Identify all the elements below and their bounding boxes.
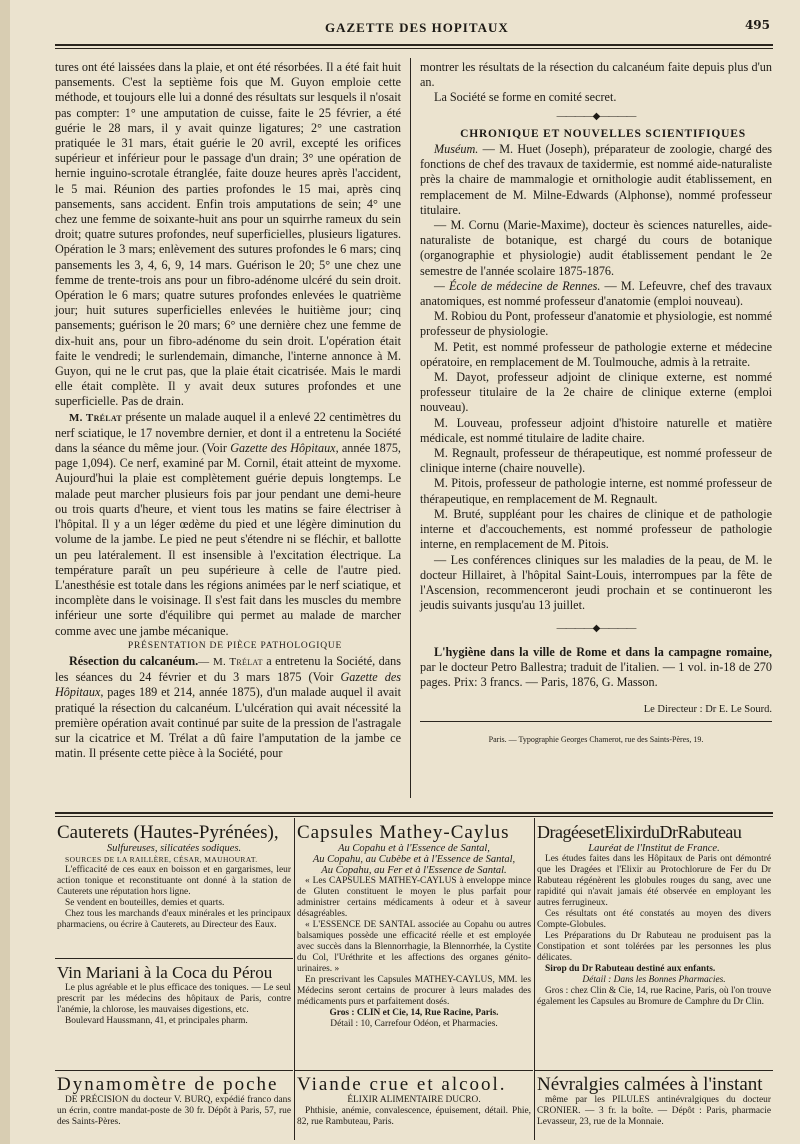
ad-dragees-detail: Détail : Dans les Bonnes Pharmacies. xyxy=(582,975,726,985)
paragraph-guyon: tures ont été laissées dans la plaie, et ont été résorbées. Il a été fait huit pansements. C'est la septième fois que M. Guyon emploie cette méthode, et toujours elle lui a donné des résultats sur lesquels il n'osait pas compter: 1° une amputation de cuisse, faite le 25 février, a été guérie le 28 mars, il y avait quinze ligatures; 2° une castration pratiquée le 31 mars, était guérie le 20 avril, excepté les orifices supérieur et inférieur pour le passage d'un drain; 3° une opération de hernie inguino-scrotale étranglée, faite douze heures après l'accident, le 5 mai. Réunion des parties profondes le 15 mai, après cinq pansements, sans accident. Enfin trois amputations de sein; 4° une chez une femme de soixante-huit ans pour un squirrhe rameux du sein droit; quatre sutures profondes, neuf superficielles, plusieurs ligatures. Opération le 3 mars; enlèvement des sutures profondes le 6 mars; cinq pansements les 3, 4, 6, 9, 14 mars. Guérison le 20; 5° une chez une femme de trente-trois ans pour un fibro-adénome ulcéré du sein droit. Opération le 6 mars; quatre sutures profondes enlevées le quatrième jour; huit sutures superficielles enlevées le huitième jour; cinq pansements; guérison le 20 mars; 6° une dernière chez une femme de dix-huit ans, pour un fibro-adénome du sein droit. L'opération était faite le vendredi; le surlendemain, dimanche, l'interne annonce à M. Guyon, qui ne le crut pas, que la plaie était cicatrisée. Mais le mardi elle était complète. Il y avait deux sutures profondes et une superficielle. Pas de drain. xyxy=(55,60,401,409)
paragraph-dayot: M. Dayot, professeur adjoint de clinique externe, est nommé professeur titulaire de la 2e chaire de clinique externe (emploi nouveau). xyxy=(420,370,772,415)
ad-dragees-title: DragéesetElixirduDrRabuteau xyxy=(537,822,742,842)
ad-capsules-sub-2: Au Copahu, au Cubèbe et à l'Essence de Santal, xyxy=(312,854,516,865)
paragraph-comite: La Société se forme en comité secret. xyxy=(434,90,617,105)
header-rule-thin xyxy=(55,48,773,49)
ad-capsules-detail: Détail : 10, Carrefour Odéon, et Pharmacies. xyxy=(330,1019,498,1029)
ad-mariani-title: Vin Mariani à la Coca du Pérou xyxy=(57,963,273,982)
director-rule xyxy=(420,721,772,722)
ad-rule-1 xyxy=(55,958,293,959)
ad-viande-title: Viande crue et alcool. xyxy=(297,1074,507,1095)
paragraph-cornu: — M. Cornu (Marie-Maxime), docteur ès sciences naturelles, aide-naturaliste de botanique, est chargé du cours de botanique (organographie et physiologie) audit établissement pendant le 2e semestre de l'année scolaire 1875-1876. xyxy=(420,218,772,278)
ad-dynamometre-title: Dynamomètre de poche xyxy=(57,1074,279,1095)
paragraph-book: L'hygiène dans la ville de Rome et dans la campagne romaine, par le docteur Petro Ballestra; traduit de l'italien. — 1 vol. in-18 de 270 pages. Prix: 3 francs. — Paris, 1876, G. Masson. xyxy=(420,644,772,689)
ad-dynamometre xyxy=(57,1074,291,1140)
ad-capsules-gros: Gros : CLIN et Cie, 14, Rue Racine, Paris. xyxy=(329,1008,499,1018)
paragraph-petit: M. Petit, est nommé professeur de pathologie externe et médecine opératoire, en remplacement de M. Toulmouche, admis à la retraite. xyxy=(420,339,772,369)
page-number: 495 xyxy=(744,18,770,32)
paragraph-rennes: — École de médecine de Rennes. — M. Lefeuvre, chef des travaux anatomiques, est nommé professeur d'anatomie (emploi nouveau). xyxy=(420,278,773,309)
ad-dynamometre-text: DE PRÉCISION du docteur V. BURQ, expédié franco dans un écrin, contre mandat-poste de 30 fr. Dépôt à Paris, 57, rue des Saints-Pères. xyxy=(57,1095,291,1127)
page-header xyxy=(55,18,770,42)
paragraph-regnault: M. Regnault, professeur de thérapeutique, est nommé professeur de clinique interne (chaire nouvelle). xyxy=(420,446,772,476)
section-title-chronique: CHRONIQUE ET NOUVELLES SCIENTIFIQUES xyxy=(460,127,746,140)
ad-nevralgies-title: Névralgies calmées à l'instant xyxy=(537,1074,763,1095)
ad-dragees xyxy=(537,822,771,1068)
section-title-presentation: PRÉSENTATION DE PIÈCE PATHOLOGIQUE xyxy=(127,640,343,651)
ads-divider-2 xyxy=(534,818,535,1140)
ad-rule-4 xyxy=(535,1070,773,1071)
ad-dragees-sirop: Sirop du Dr Rabuteau destiné aux enfants. xyxy=(545,964,716,974)
ads-top-rule-thin xyxy=(55,816,773,817)
right-column xyxy=(420,60,772,748)
ad-mariani xyxy=(57,962,291,1068)
ad-cauterets-subtitle: Sulfureuses, silicatées sodiques. xyxy=(106,843,242,854)
ad-capsules-sub-1: Au Copahu et à l'Essence de Santal, xyxy=(338,843,490,854)
paragraph-brute: M. Bruté, suppléant pour les chaires de clinique et de pathologie interne et d'accouchements, est nommé professeur de pathologie interne, en remplacement de M. Pitois. xyxy=(420,506,772,552)
ad-capsules-text-1: « Les CAPSULES MATHEY-CAYLUS à enveloppe mince de Gluten constituent le moyen le plus parfait pour administrer certains médicaments à odeur et à saveur désagréables. xyxy=(297,876,531,919)
ad-rule-2 xyxy=(55,1070,293,1071)
ad-cauterets xyxy=(57,822,291,956)
ad-mariani-text: Le plus agréable et le plus efficace des toniques. — Le seul prescrit par les médecins des hôpitaux de Paris, contre l'anémie, la chlorose, les mauvaises digestions, etc. xyxy=(57,983,291,1015)
printer-line: Paris. — Typographie Georges Chamerot, rue des Saints-Pères, 19. xyxy=(488,735,704,745)
ad-dragees-text-3: Les Préparations du Dr Rabuteau ne produisent pas la Constipation et sont tolérées par les personnes les plus délicates. xyxy=(537,931,771,963)
ad-viande-text: Phthisie, anémie, convalescence, épuisement, détail. Phie, 82, rue Rambuteau, Paris. xyxy=(297,1106,531,1127)
paragraph-robiou: M. Robiou du Pont, professeur d'anatomie et physiologie, est nommé professeur de physiologie. xyxy=(420,309,772,339)
ornament-divider: ————◆———— xyxy=(556,110,636,122)
ad-viande-subtitle: ÉLIXIR ALIMENTAIRE DUCRO. xyxy=(347,1095,481,1105)
ad-capsules-text-2: « L'ESSENCE DE SANTAL associée au Copahu ou autres balsamiques possède une efficacité réelle et est employée avec succès dans la Blennorrhagie, la Blennorrhée, la Cystite du Col, l'Uréthrite et les affections des organes génito-urinaires. » xyxy=(297,920,531,974)
ads-top-rule xyxy=(55,812,773,814)
ad-cauterets-text-2: Se vendent en bouteilles, demies et quarts. xyxy=(65,898,225,908)
page-edge xyxy=(0,0,10,1144)
left-column xyxy=(55,60,401,761)
paragraph-louveau: M. Louveau, professeur adjoint d'histoire naturelle et matière médicale, est nommé titulaire de ladite chaire. xyxy=(420,415,772,445)
ad-rule-3 xyxy=(295,1070,533,1071)
ad-viande xyxy=(297,1074,531,1140)
ad-dragees-subtitle: Lauréat de l'Institut de France. xyxy=(588,843,720,854)
ad-cauterets-sources: SOURCES DE LA RAILLÈRE, CÉSAR, MAUHOURAT. xyxy=(65,855,258,864)
ad-dragees-text-2: Ces résultats ont été constatés au moyen des divers Compte-Globules. xyxy=(537,909,771,930)
paragraph-pitois: M. Pitois, professeur de pathologie interne, est nommé professeur de thérapeutique, en remplacement de M. Regnault. xyxy=(420,476,772,506)
ad-capsules-title: Capsules Mathey-Caylus xyxy=(297,822,510,843)
header-rule xyxy=(55,44,773,46)
ads-divider-1 xyxy=(294,818,295,1140)
ad-capsules xyxy=(297,822,531,1068)
ad-mariani-address: Boulevard Haussmann, 41, et principales pharm. xyxy=(65,1016,248,1026)
paragraph-continued: montrer les résultats de la résection du calcanéum faite depuis plus d'un an. xyxy=(420,60,772,90)
paragraph-trelat: M. Trélat présente un malade auquel il a enlevé 22 centimètres du nerf sciatique, le 17 novembre dernier, et dont il a entretenu la Société dans la séance du même jour. (Voir Gazette des Hôpitaux, année 1875, page 1,094). Ce nerf, examiné par M. Cornil, était atteint de myxome. Aujourd'hui la plaie est complètement guérie depuis longtemps. Le malade peut marcher plusieurs fois par jour pendant une demi-heure ou trois quarts d'heure, et vient tous les matins se faire électriser à l'hôpital. Il y a un léger œdème du pied et une légère diminution du volume de la jambe. Le pied ne peut s'étendre ni se fléchir, et ballotte un peu latéralement. Il est insensible à l'excitation électrique. La température paraît un peu supérieure à celle de l'autre pied. L'anesthésie est totale dans les régions animées par le nerf sciatique, et incomplète dans le voisinage. Il s'est fait dans les muscles du membre inférieur une sorte d'équilibre qui permet au malade de marcher comme avec une jambe mécanique. xyxy=(55,409,401,638)
ad-capsules-text-3: En prescrivant les Capsules MATHEY-CAYLUS, MM. les Médecins seront certains de procurer à leurs malades des médicaments purs et parfaitement dosés. xyxy=(297,975,531,1007)
column-divider xyxy=(410,58,411,798)
ad-capsules-sub-3: Au Copahu, au Fer et à l'Essence de Santal. xyxy=(321,865,507,876)
journal-title: GAZETTE DES HOPITAUX xyxy=(325,20,509,35)
paragraph-conferences: — Les conférences cliniques sur les maladies de la peau, de M. le docteur Hillairet, à l'hôpital Saint-Louis, interrompues par la fête de l'Ascension, recommenceront jeudi prochain et se continueront les jeudis suivants jusqu'au 13 juillet. xyxy=(420,552,772,613)
ad-cauterets-text-3: Chez tous les marchands d'eaux minérales et les principaux pharmaciens, ou écrire à Cauterets, au Directeur des Eaux. xyxy=(57,909,291,930)
paragraph-resection: Résection du calcanéum.— M. Trélat a entretenu la Société, dans les séances du 24 février et du 3 mars 1875 (Voir Gazette des Hôpitaux, pages 189 et 214, année 1875), d'un malade auquel il avait pratiqué la résection du calcanéum. L'ulcération qui avait nécessité la première opération avait continué par suite de la pression de l'astragale sur la cicatrice et M. Trélat a dû faire l'amputation de la jambe ce matin. Il présente cette pièce à la Société, pour xyxy=(55,653,401,761)
ornament-divider-2: ————◆———— xyxy=(556,623,636,635)
ad-dragees-text-1: Les études faites dans les Hôpitaux de Paris ont démontré que les Dragées et l'Elixir au Protochlorure de Fer du Dr Rabuteau régénèrent les globules rouges du sang, avec une rapidité qui n'avait jamais été observée en employant les autres ferrugineux. xyxy=(537,854,771,908)
ad-cauterets-text: L'efficacité de ces eaux en boisson et en gargarismes, leur action tonique et reconstituante ont donné à la station de Cauterets une réputation hors ligne. xyxy=(57,865,291,897)
paragraph-museum: Muséum. — M. Huet (Joseph), préparateur de zoologie, chargé des fonctions de chef des travaux de taxidermie, est nommé aide-naturaliste près la chaire de mammalogie et ornithologie audit établissement, en remplacement de M. Milne-Edwards (Alphonse), nommé professeur titulaire. xyxy=(420,142,772,217)
ad-nevralgies xyxy=(537,1074,771,1140)
ad-cauterets-title: Cauterets (Hautes-Pyrénées), xyxy=(57,822,279,843)
director-signature: Le Directeur : Dr E. Le Sourd. xyxy=(643,704,772,716)
ad-nevralgies-text: même par les PILULES antinévralgiques du docteur CRONIER. — 3 fr. la boîte. — Dépôt : Paris, pharmacie Levasseur, 23, rue de la Monnaie. xyxy=(537,1095,771,1127)
ad-dragees-gros: Gros : chez Clin & Cie, 14, rue Racine, Paris, où l'on trouve également les Capsules au Bromure de Camphre du Dr Clin. xyxy=(537,986,771,1007)
